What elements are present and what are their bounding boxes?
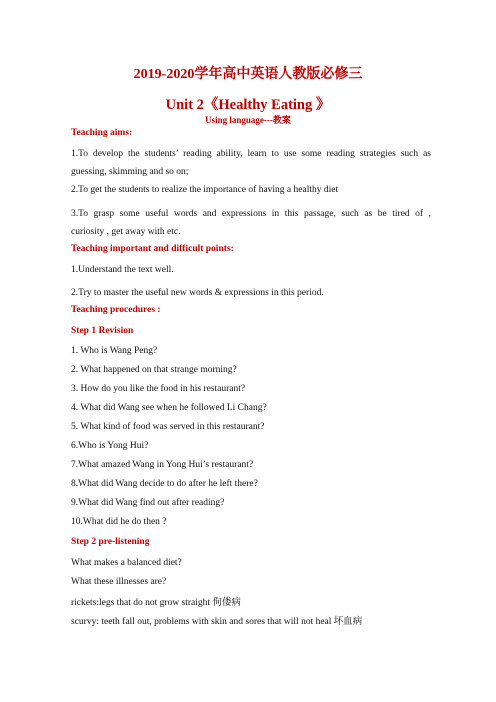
question-3: 3. How do you like the food in his restaurant? xyxy=(71,384,246,394)
aim-2: 2.To get the students to realize the importance of having a healthy diet xyxy=(71,185,339,195)
question-8: 8.What did Wang decide to do after he left there? xyxy=(71,479,258,489)
question-6: 6.Who is Yong Hui? xyxy=(71,441,149,451)
unit-title: Unit 2《Healthy Eating 》 xyxy=(165,97,331,113)
important-points-heading: Teaching important and difficult points: xyxy=(71,244,234,254)
question-4: 4. What did Wang see when he followed Li Chang? xyxy=(71,403,267,413)
aim-3-line-1: 3.To grasp some useful words and expressions in this passage, such as be tired of , xyxy=(71,209,431,219)
document-title: 2019-2020学年高中英语人教版必修三 xyxy=(133,67,363,82)
question-1: 1. Who is Wang Peng? xyxy=(71,346,158,356)
question-10: 10.What did he do then ? xyxy=(71,517,167,527)
procedures-heading: Teaching procedures : xyxy=(71,305,161,315)
question-2: 2. What happened on that strange morning? xyxy=(71,365,237,375)
question-9: 9.What did Wang find out after reading? xyxy=(71,498,225,508)
illness-scurvy: scurvy: teeth fall out, problems with skin and sores that will not heal 坏血病 xyxy=(71,617,363,627)
document-subtitle: Using language---教案 xyxy=(205,115,291,125)
question-7: 7.What amazed Wang in Yong Hui’s restaurant? xyxy=(71,460,254,470)
question-5: 5. What kind of food was served in this restaurant? xyxy=(71,422,265,432)
aim-3-line-2: curiosity , get away with etc. xyxy=(71,227,181,237)
point-1: 1.Understand the text well. xyxy=(71,265,174,275)
illness-rickets: rickets:legs that do not grow straight 佝偻病 xyxy=(71,598,241,608)
step-2-heading: Step 2 pre-listening xyxy=(71,537,150,547)
pre-listening-q2: What these illnesses are? xyxy=(71,577,167,587)
pre-listening-q1: What makes a balanced diet? xyxy=(71,558,182,568)
aim-1-line-1: 1.To develop the students’ reading ability, learn to use some reading strategies such as xyxy=(71,149,431,159)
point-2: 2.Try to master the useful new words & expressions in this period. xyxy=(71,288,324,298)
teaching-aims-heading: Teaching aims: xyxy=(71,128,133,138)
step-1-heading: Step 1 Revision xyxy=(71,326,134,336)
aim-1-line-2: guessing, skimming and so on; xyxy=(71,167,189,177)
